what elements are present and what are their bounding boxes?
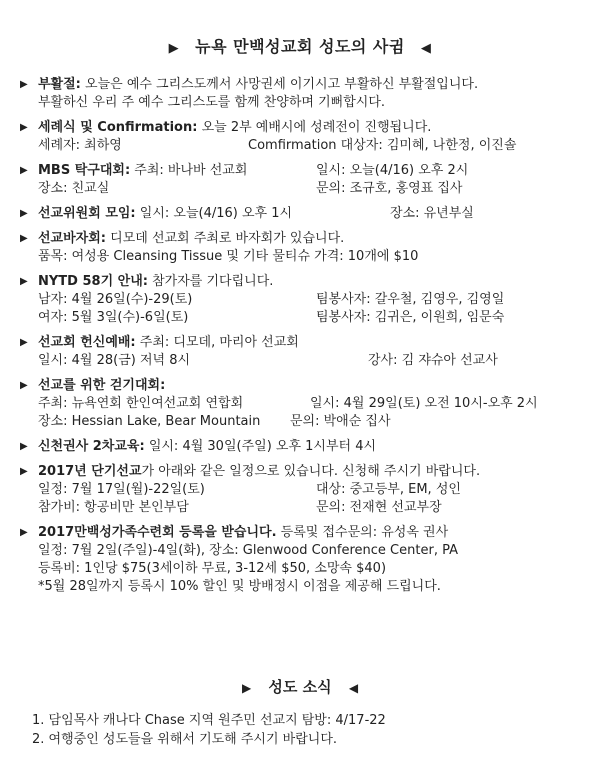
page-title-text: 뉴욕 만백성교회 성도의 사귐 [195,37,405,56]
list-item [18,162,588,198]
item-line: 문의: 조규호, 홍영표 집사 [316,181,463,196]
list-item [18,524,588,596]
item-text: 디모데 선교회 주최로 바자회가 있습니다. [106,231,345,246]
item-heading: MBS 탁구대회: [38,163,131,178]
page-title [0,34,600,57]
list-item [18,230,588,266]
list-item [18,463,588,517]
item-line: 주최: 뉴욕연회 한인여선교회 연합회 [38,396,244,411]
triangle-left-icon: ◀ [348,681,359,695]
list-item [18,76,588,112]
item-line: 문의: 전재현 선교부장 [316,500,442,515]
list-item [18,273,588,327]
item-line: 장소: 친교실 [38,181,110,196]
item-line: 대상: 중고등부, EM, 성인 [316,482,461,497]
bullet-icon: ▶ [20,276,28,287]
list-item [18,438,588,456]
item-heading: 2017만백성가족수련회 등록을 받습니다. [38,525,277,540]
item-line: 일시: 4월 29일(토) 오전 10시-오후 2시 [310,396,538,411]
item-line: 등록비: 1인당 $75(3세이하 무료, 3-12세 $50, 소망속 $40) [38,561,387,576]
item-heading: 2017년 단기선교 [38,464,142,479]
bullet-icon: ▶ [20,466,28,477]
bullet-icon: ▶ [20,233,28,244]
item-line: 일정: 7월 17일(월)-22일(토) [38,482,205,497]
item-line: 일시: 4월 28(금) 저녁 8시 [38,353,191,368]
item-heading: 신천권사 2차교육: [38,439,145,454]
item-heading: 부활절: [38,77,81,92]
triangle-left-icon: ◀ [420,41,432,56]
item-line: 일정: 7월 2일(주일)-4일(화), 장소: Glenwood Conference Center, PA [38,543,458,558]
bullet-icon: ▶ [20,122,28,133]
news-title-text: 성도 소식 [268,678,332,696]
item-heading: 선교위원회 모임: [38,206,136,221]
item-heading: 선교회 헌신예배: [38,335,136,350]
triangle-right-icon: ▶ [168,41,180,56]
triangle-right-icon: ▶ [241,681,252,695]
item-line: 장소: Hessian Lake, Bear Mountain [38,414,261,429]
item-line: 남자: 4월 26일(수)-29(토) [38,292,193,307]
item-line: 강사: 김 쟈슈아 선교사 [368,353,498,368]
bullet-icon: ▶ [20,208,28,219]
list-item [18,205,588,223]
item-text: 주최: 바나바 선교회 [130,163,248,178]
news-title [0,676,600,697]
list-item [18,119,588,155]
item-line: Comfirmation 대상자: 김미혜, 나한정, 이진솔 [248,138,517,153]
item-line: *5월 28일까지 등록시 10% 할인 및 방배정시 이점을 제공해 드립니다. [38,579,441,594]
item-heading: 선교바자회: [38,231,106,246]
item-line: 일시: 오늘(4/16) 오후 2시 [316,163,469,178]
item-text: 주최: 디모데, 마리아 선교회 [135,335,299,350]
bullet-icon: ▶ [20,165,28,176]
item-line: 부활하신 우리 주 예수 그리스도를 함께 찬양하며 기뻐합시다. [38,95,386,110]
item-heading: 세례식 및 Confirmation: [38,120,198,135]
bullet-icon: ▶ [20,441,28,452]
item-text: 일시: 오늘(4/16) 오후 1시 [135,206,293,221]
item-text: 오늘 2부 예배시에 성례전이 진행됩니다. [197,120,432,135]
item-line: 팀봉사자: 갈우철, 김영우, 김영일 [316,292,505,307]
bullet-icon: ▶ [20,337,28,348]
item-line: 장소: 유년부실 [390,206,474,221]
bullet-icon: ▶ [20,79,28,90]
item-line: 세례자: 최하영 [38,138,122,153]
news-list [32,711,386,749]
item-text: 참가자를 기다립니다. [147,274,274,289]
item-text: 가 아래와 같은 일정으로 있습니다. 신청해 주시기 바랍니다. [141,464,481,479]
list-item [18,334,588,370]
news-item: 2. 여행중인 성도들을 위해서 기도해 주시기 바랍니다. [32,732,338,747]
list-item [18,377,588,431]
bullet-icon: ▶ [20,380,28,391]
bullet-icon: ▶ [20,527,28,538]
item-text: 일시: 4월 30일(주일) 오후 1시부터 4시 [144,439,377,454]
item-heading: 선교를 위한 걷기대회: [38,378,166,393]
item-text: 등록및 접수문의: 유성옥 권사 [276,525,449,540]
item-line: 여자: 5월 3일(수)-6일(토) [38,310,189,325]
item-text: 오늘은 예수 그리스도께서 사망권세 이기시고 부활하신 부활절입니다. [80,77,479,92]
news-item: 1. 담임목사 캐나다 Chase 지역 원주민 선교지 탐방: 4/17-22 [32,713,386,728]
item-line: 참가비: 항공비만 본인부담 [38,500,189,515]
announcement-list [18,76,588,603]
item-line: 팀봉사자: 김귀은, 이원희, 임문숙 [316,310,505,325]
item-line: 문의: 박애순 집사 [290,414,391,429]
item-line: 품목: 여성용 Cleansing Tissue 및 기타 물티슈 가격: 10개에 $10 [38,249,419,264]
item-heading: NYTD 58기 안내: [38,274,148,289]
